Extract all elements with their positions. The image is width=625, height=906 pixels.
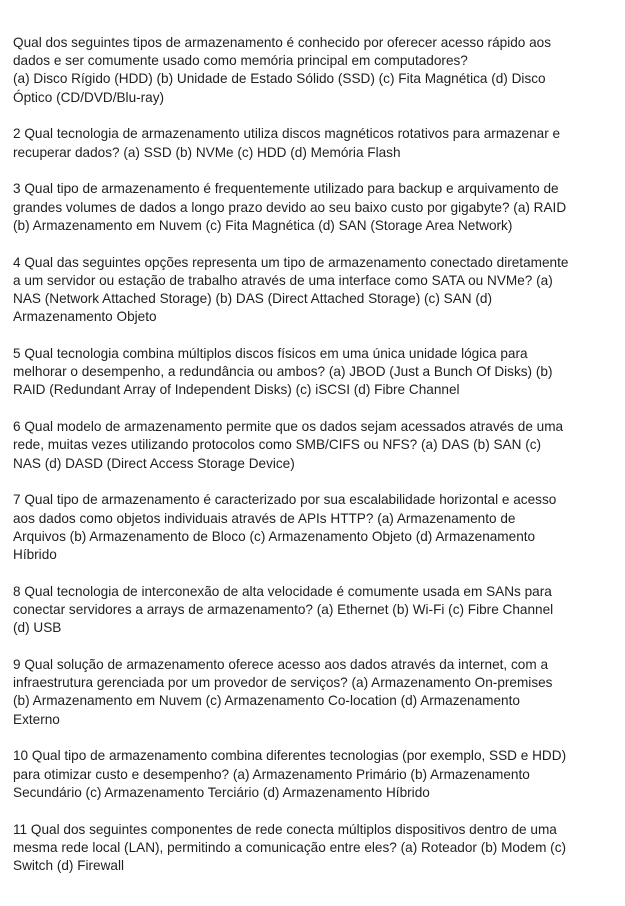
question-4: 4 Qual das seguintes opções representa um tipo de armazenamento conectado diretamente a um servidor ou estação de trabalho através de uma interface como SATA ou NVMe? (a) NAS (Network Attached Storage) (b) DAS (Direct Attached Storage) (c) SAN (d) Armazenamento Objeto — [13, 254, 569, 325]
question-11: 11 Qual dos seguintes componentes de rede conecta múltiplos dispositivos dentro de uma mesma rede local (LAN), permitindo a comunicação entre eles? (a) Roteador (b) Modem (c) Switch (d) Firewall — [13, 821, 567, 874]
question-document — [13, 34, 613, 894]
question-9: 9 Qual solução de armazenamento oferece acesso aos dados através da internet, com a infraestrutura gerenciada por um provedor de serviços? (a) Armazenamento On-premises (b) Armazenamento em Nuvem (c) Armazenamento Co-location (d) Armazenamento Externo — [13, 657, 553, 727]
question-6: 6 Qual modelo de armazenamento permite que os dados sejam acessados através de uma rede, muitas vezes utilizando protocolos como SMB/CIFS ou NFS? (a) DAS (b) SAN (c) NAS (d) DASD (Direct Access Storage Device) — [13, 419, 564, 471]
question-1: Qual dos seguintes tipos de armazenamento é conhecido por oferecer acesso rápido aos dados e ser comumente usado como memória principal em computadores? (a) Disco Rígido (HDD) (b) Unidade de Estado Sólido (SSD) (c) Fita Magnética (d) Disco Óptico (CD/DVD/Blu-ray) — [13, 35, 552, 105]
question-8: 8 Qual tecnologia de interconexão de alta velocidade é comumente usada em SANs para conectar servidores a arrays de armazenamento? (a) Ethernet (b) Wi-Fi (c) Fibre Channel (d) USB — [13, 583, 554, 636]
question-5: 5 Qual tecnologia combina múltiplos discos físicos em uma única unidade lógica para melhorar o desempenho, a redundância ou ambos? (a) JBOD (Just a Bunch Of Disks) (b) RAID (Redundant Array of Independent Disks) (c) iSCSI (d) Fibre Channel — [13, 346, 553, 398]
question-7: 7 Qual tipo de armazenamento é caracterizado por sua escalabilidade horizontal e acesso aos dados como objetos individuais através de APIs HTTP? (a) Armazenamento de Arquivos (b) Armazenamento de Bloco (c) Armazenamento Objeto (d) Armazenamento Híbrido — [13, 492, 557, 563]
question-10: 10 Qual tipo de armazenamento combina diferentes tecnologias (por exemplo, SSD e HDD) para otimizar custo e desempenho? (a) Armazenamento Primário (b) Armazenamento Secundário (c) Armazenamento Terciário (d) Armazenamento Híbrido — [13, 748, 567, 800]
question-3: 3 Qual tipo de armazenamento é frequentemente utilizado para backup e arquivamento de grandes volumes de dados a longo prazo devido ao seu baixo custo por gigabyte? (a) RAID (b) Armazenamento em Nuvem (c) Fita Magnética (d) SAN (Storage Area Network) — [13, 181, 567, 233]
question-2: 2 Qual tecnologia de armazenamento utiliza discos magnéticos rotativos para armazenar e recuperar dados? (a) SSD (b) NVMe (c) HDD (d) Memória Flash — [13, 126, 561, 160]
